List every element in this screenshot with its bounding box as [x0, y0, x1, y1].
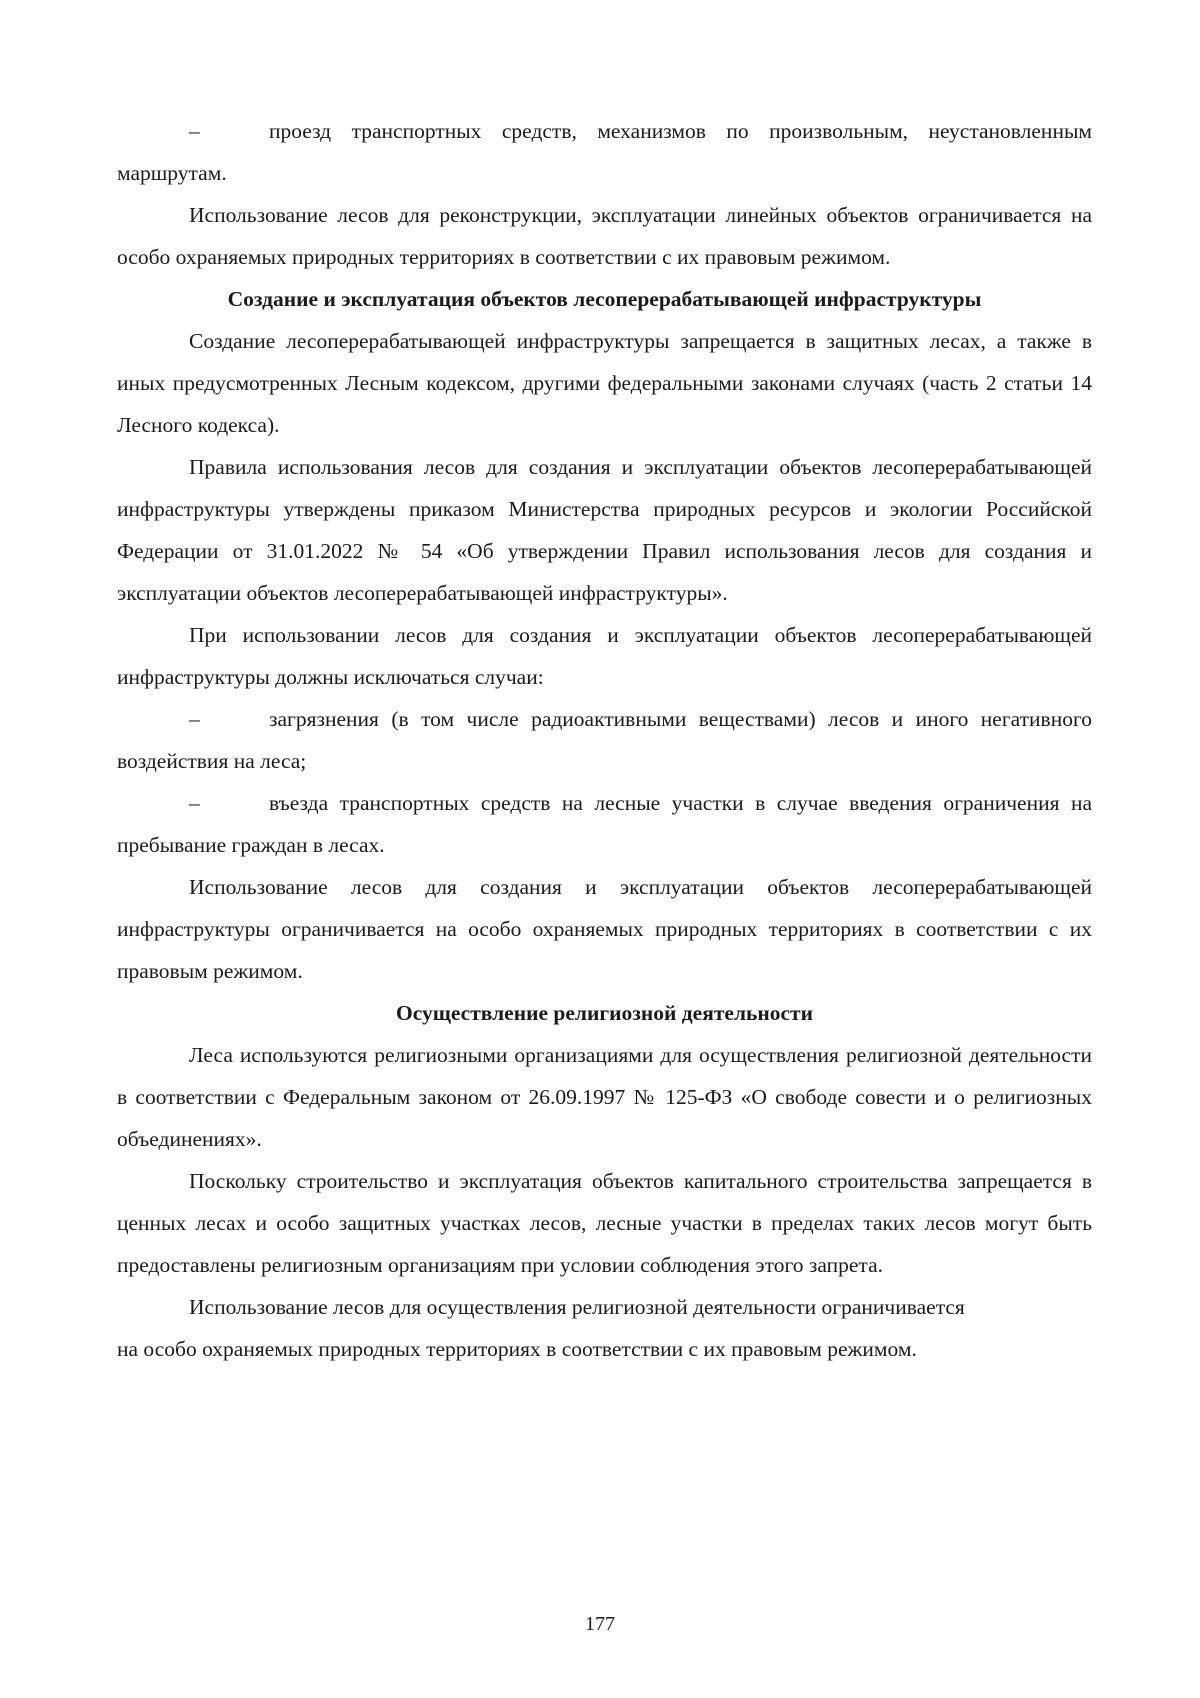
- bullet-item-vehicle-travel: [117, 110, 1092, 194]
- section-heading-religious-activity: Осуществление религиозной деятельности: [395, 1001, 814, 1025]
- bullet-dash: –: [189, 119, 200, 143]
- paragraph-construction-prohibited: Поскольку строительство и эксплуатация объектов капитального строительства запрещается в ценных лесах и особо защитных участках лесов, лесные участки в пределах таких лесов могут быть предоставлены религиозным организациям при условии соблюдения этого запрета.: [117, 1169, 1092, 1277]
- bullet-item-pollution: [117, 698, 1092, 782]
- paragraph-religious-restricted: [117, 1286, 1092, 1370]
- bullet-dash: –: [189, 791, 200, 815]
- document-page: [117, 110, 1092, 1370]
- paragraph-processing-prohibited: Создание лесоперерабатывающей инфраструктуры запрещается в защитных лесах, а также в иных предусмотренных Лесным кодексом, другими федеральными законами случаях (часть 2 статьи 14 Лесного кодекса).: [117, 329, 1092, 437]
- bullet-text: загрязнения (в том числе радиоактивными веществами) лесов и иного негативного воздействия на леса;: [117, 707, 1092, 773]
- page-number: 177: [585, 1613, 615, 1635]
- bullet-text: въезда транспортных средств на лесные участки в случае введения ограничения на пребывание граждан в лесах.: [117, 791, 1092, 857]
- bullet-text: проезд транспортных средств, механизмов по произвольным, неустановленным маршрутам.: [117, 119, 1092, 185]
- paragraph-religious-use: Леса используются религиозными организациями для осуществления религиозной деятельности в соответствии с Федеральным законом от 26.09.1997 № 125-ФЗ «О свободе совести и о религиозных объединениях».: [117, 1043, 1092, 1151]
- paragraph-cases-excluded: При использовании лесов для создания и эксплуатации объектов лесоперерабатывающей инфраструктуры должны исключаться случаи:: [117, 623, 1092, 689]
- paragraph-line: Использование лесов для осуществления религиозной деятельности ограничивается: [189, 1295, 965, 1319]
- paragraph-rules-approved: Правила использования лесов для создания и эксплуатации объектов лесоперерабатывающей инфраструктуры утверждены приказом Министерства природных ресурсов и экологии Российской Федерации от 31.01.2022 № 54 «Об утверждении Правил использования лесов для создания и эксплуатации объектов лесоперерабатывающей инфраструктуры».: [117, 455, 1092, 605]
- paragraph-line: на особо охраняемых природных территориях в соответствии с их правовым режимом.: [117, 1337, 917, 1361]
- bullet-dash: –: [189, 707, 200, 731]
- paragraph-processing-restricted: Использование лесов для создания и эксплуатации объектов лесоперерабатывающей инфраструктуры ограничивается на особо охраняемых природных территориях в соответствии с их правовым режимом.: [117, 875, 1092, 983]
- bullet-item-vehicle-entry: [117, 782, 1092, 866]
- section-heading-wood-processing: Создание и эксплуатация объектов лесоперерабатывающей инфраструктуры: [227, 287, 982, 311]
- paragraph-linear-objects: Использование лесов для реконструкции, эксплуатации линейных объектов ограничивается на особо охраняемых природных территориях в соответствии с их правовым режимом.: [117, 203, 1092, 269]
